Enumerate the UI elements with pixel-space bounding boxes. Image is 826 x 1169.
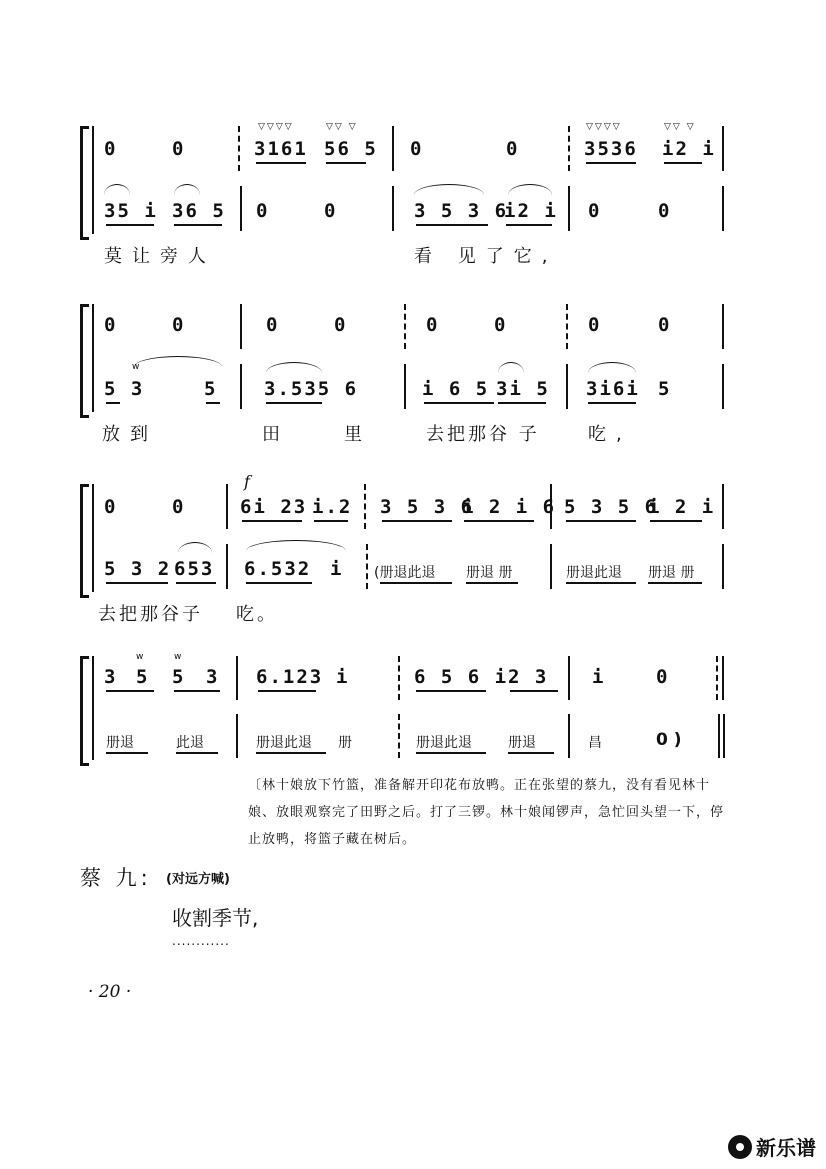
slur xyxy=(134,356,222,367)
ornament-mark: ▽▽▽▽ xyxy=(258,122,294,132)
beam-line xyxy=(242,520,302,522)
note-group: i 2 i xyxy=(648,496,716,518)
slur xyxy=(414,184,484,195)
note-group: 5 xyxy=(136,666,150,688)
beam-line xyxy=(506,224,552,226)
ornament-mark: ▽▽ ▽ xyxy=(664,122,696,132)
note-group: 3536 xyxy=(584,138,638,160)
note-group: 0 xyxy=(658,200,672,222)
beam-line xyxy=(106,582,168,584)
slur xyxy=(246,540,346,551)
beam-line xyxy=(206,402,220,404)
lyric: 田 xyxy=(262,424,290,445)
barline xyxy=(568,126,570,171)
slur xyxy=(266,362,322,373)
barline xyxy=(392,126,394,171)
barline xyxy=(568,714,570,758)
note-group: 5 3 xyxy=(104,378,145,400)
note-group: 6 5 6 i xyxy=(414,666,509,688)
note-group: 3 5 3 6 xyxy=(380,496,475,518)
barline xyxy=(236,656,238,700)
percussion-syllables: 此退 xyxy=(176,735,204,751)
speaker-name: 蔡 九: xyxy=(80,866,152,890)
note-group: 0 xyxy=(256,200,270,222)
slur xyxy=(104,184,130,195)
dialogue-line: 收割季节, xyxy=(172,906,259,930)
barline xyxy=(568,656,570,700)
barline xyxy=(226,484,228,529)
system-brace xyxy=(80,304,89,418)
note-group: 5 xyxy=(658,378,672,400)
note-group: 0 xyxy=(410,138,424,160)
note-group: i xyxy=(330,558,344,580)
note-group: 0 xyxy=(588,314,602,336)
beam-line xyxy=(174,690,220,692)
barline xyxy=(566,304,568,349)
score-system-4 xyxy=(80,648,726,760)
note-group: 3.535 6 xyxy=(264,378,359,400)
barline xyxy=(722,656,724,700)
beam-line xyxy=(416,690,486,692)
note-group: 5 xyxy=(172,666,186,688)
barline xyxy=(566,364,568,409)
note-group: 0 xyxy=(104,314,118,336)
beam-line xyxy=(174,224,222,226)
note-group: 0 xyxy=(104,496,118,518)
barline xyxy=(568,186,570,231)
note-group: i xyxy=(336,666,350,688)
percussion-syllables: 册退此退 xyxy=(416,735,472,751)
lyric: 放到 xyxy=(102,424,158,445)
barline xyxy=(240,186,242,231)
note-group: i 6 5 xyxy=(422,378,490,400)
speaker-direction: (对远方喊) xyxy=(166,872,230,887)
system-brace xyxy=(80,484,89,598)
score-system-3 xyxy=(80,472,726,596)
stage-direction: 〔林十娘放下竹篮，准备解开印花布放鸭。正在张望的蔡九，没有看见林十娘、放眼观察完了田野之后。打了三锣。林十娘闻锣声，急忙回头望一下，停止放鸭，将篮子藏在树后。 xyxy=(248,778,725,847)
note-group: 0 xyxy=(656,666,670,688)
beam-line xyxy=(416,224,488,226)
beam-line xyxy=(380,582,452,584)
system-line xyxy=(92,126,94,234)
barline xyxy=(550,544,552,589)
dynamic-marking: f xyxy=(244,472,250,491)
barline xyxy=(722,544,724,589)
note-group: 6.532 xyxy=(244,558,312,580)
note-group: i xyxy=(592,666,606,688)
record-disc-icon xyxy=(728,1135,752,1159)
beam-line xyxy=(106,402,120,404)
note-group: i 2 i 6 xyxy=(462,496,557,518)
note-group: 0 xyxy=(172,138,186,160)
barline xyxy=(236,714,238,758)
beam-line xyxy=(326,162,366,164)
beam-line xyxy=(464,520,534,522)
note-group: 5 3 5 6 xyxy=(564,496,659,518)
beam-line xyxy=(382,520,452,522)
lyric: 吃。 xyxy=(236,604,278,625)
percussion-syllables: 册退 册 xyxy=(648,565,695,581)
note-group: 0 xyxy=(494,314,508,336)
barline xyxy=(722,186,724,231)
barline xyxy=(722,484,724,529)
note-group: 0 xyxy=(506,138,520,160)
beam-line xyxy=(664,162,702,164)
barline xyxy=(404,364,406,409)
note-group: 0 xyxy=(658,314,672,336)
note-group: 3 xyxy=(206,666,220,688)
trill-mark: w xyxy=(174,652,184,662)
beam-line xyxy=(256,752,326,754)
barline xyxy=(240,304,242,349)
beam-line xyxy=(416,752,486,754)
percussion-syllables: (册退此退 xyxy=(374,565,436,581)
ornament-mark: ▽▽▽▽ xyxy=(586,122,622,132)
beam-line xyxy=(246,582,312,584)
barline xyxy=(716,656,718,700)
beam-line xyxy=(106,224,154,226)
lyric: 去把那谷子 xyxy=(98,604,203,625)
note-group: 5 3 2 xyxy=(104,558,172,580)
watermark-text: 新乐谱 xyxy=(756,1136,816,1160)
barline xyxy=(722,304,724,349)
percussion-syllables: 册退 xyxy=(106,735,134,751)
ellipsis: ............ xyxy=(172,934,230,948)
note-group: 0 xyxy=(104,138,118,160)
percussion-syllables: 昌 xyxy=(588,735,602,751)
beam-line xyxy=(586,162,636,164)
note-group: 5 xyxy=(204,378,218,400)
note-group: 3i6i xyxy=(586,378,640,400)
note-group: 0 xyxy=(172,496,186,518)
system-brace xyxy=(80,126,89,240)
lyric: 莫让旁人 xyxy=(104,246,216,267)
percussion-syllables: 0 ) xyxy=(656,730,682,750)
beam-line xyxy=(314,520,348,522)
barline xyxy=(240,364,242,409)
note-group: 3 xyxy=(104,666,118,688)
note-group: 0 xyxy=(426,314,440,336)
beam-line xyxy=(424,402,494,404)
beam-line xyxy=(176,582,216,584)
note-group: 2 3 xyxy=(508,666,549,688)
barline xyxy=(404,304,406,349)
system-line xyxy=(92,304,94,412)
barline xyxy=(398,714,400,758)
note-group: 653 xyxy=(174,558,215,580)
note-group: i2 i xyxy=(662,138,716,160)
slur xyxy=(174,184,200,195)
ornament-mark: ▽▽ ▽ xyxy=(326,122,358,132)
beam-line xyxy=(176,752,218,754)
percussion-syllables: 册退 册 xyxy=(466,565,513,581)
beam-line xyxy=(498,402,546,404)
barline xyxy=(364,484,366,529)
note-group: 56 5 xyxy=(324,138,378,160)
system-line xyxy=(92,484,94,592)
beam-line xyxy=(566,582,636,584)
percussion-syllables: 册退此退 xyxy=(256,735,312,751)
barline xyxy=(722,126,724,171)
note-group: 0 xyxy=(588,200,602,222)
system-brace xyxy=(80,656,89,766)
beam-line xyxy=(510,690,558,692)
beam-line xyxy=(648,582,702,584)
lyric: 去把那谷 子 xyxy=(426,424,540,445)
beam-line xyxy=(566,520,636,522)
beam-line xyxy=(508,752,554,754)
slur xyxy=(588,362,636,373)
barline xyxy=(226,544,228,589)
note-group: i2 i xyxy=(504,200,558,222)
trill-mark: w xyxy=(132,362,142,372)
barline xyxy=(398,656,400,700)
note-group: 3161 xyxy=(254,138,308,160)
lyric: 里 xyxy=(344,424,372,445)
percussion-syllables: 册 xyxy=(338,735,352,751)
note-group: i.2 xyxy=(312,496,353,518)
score-system-1 xyxy=(80,118,726,238)
note-group: 6i 23 xyxy=(240,496,308,518)
system-line xyxy=(92,656,94,760)
beam-line xyxy=(266,402,322,404)
score-system-2 xyxy=(80,296,726,416)
watermark-logo xyxy=(728,1132,816,1161)
beam-line xyxy=(258,690,316,692)
beam-line xyxy=(466,582,518,584)
note-group: 36 5 xyxy=(172,200,226,222)
note-group: 0 xyxy=(334,314,348,336)
note-group: 6.123 xyxy=(256,666,324,688)
lyric: 吃, xyxy=(588,424,632,445)
note-group: 35 i xyxy=(104,200,158,222)
barline xyxy=(722,364,724,409)
percussion-syllables: 册退 xyxy=(508,735,536,751)
note-group: 3 5 3 6 xyxy=(414,200,509,222)
barline xyxy=(366,544,368,589)
note-group: 0 xyxy=(266,314,280,336)
beam-line xyxy=(650,520,702,522)
barline xyxy=(392,186,394,231)
percussion-syllables: 册退此退 xyxy=(566,565,622,581)
note-group: 0 xyxy=(324,200,338,222)
page-number: · 20 · xyxy=(88,982,132,1002)
note-group: 3i 5 xyxy=(496,378,550,400)
beam-line xyxy=(106,690,154,692)
barline xyxy=(238,126,240,171)
beam-line xyxy=(106,752,148,754)
barline xyxy=(723,714,725,758)
beam-line xyxy=(588,402,636,404)
slur xyxy=(508,184,552,195)
slur xyxy=(178,542,212,553)
barline xyxy=(718,714,720,758)
slur xyxy=(498,362,524,373)
lyric: 看 见了它, xyxy=(414,246,558,267)
note-group: 0 xyxy=(172,314,186,336)
trill-mark: w xyxy=(136,652,146,662)
beam-line xyxy=(256,162,306,164)
